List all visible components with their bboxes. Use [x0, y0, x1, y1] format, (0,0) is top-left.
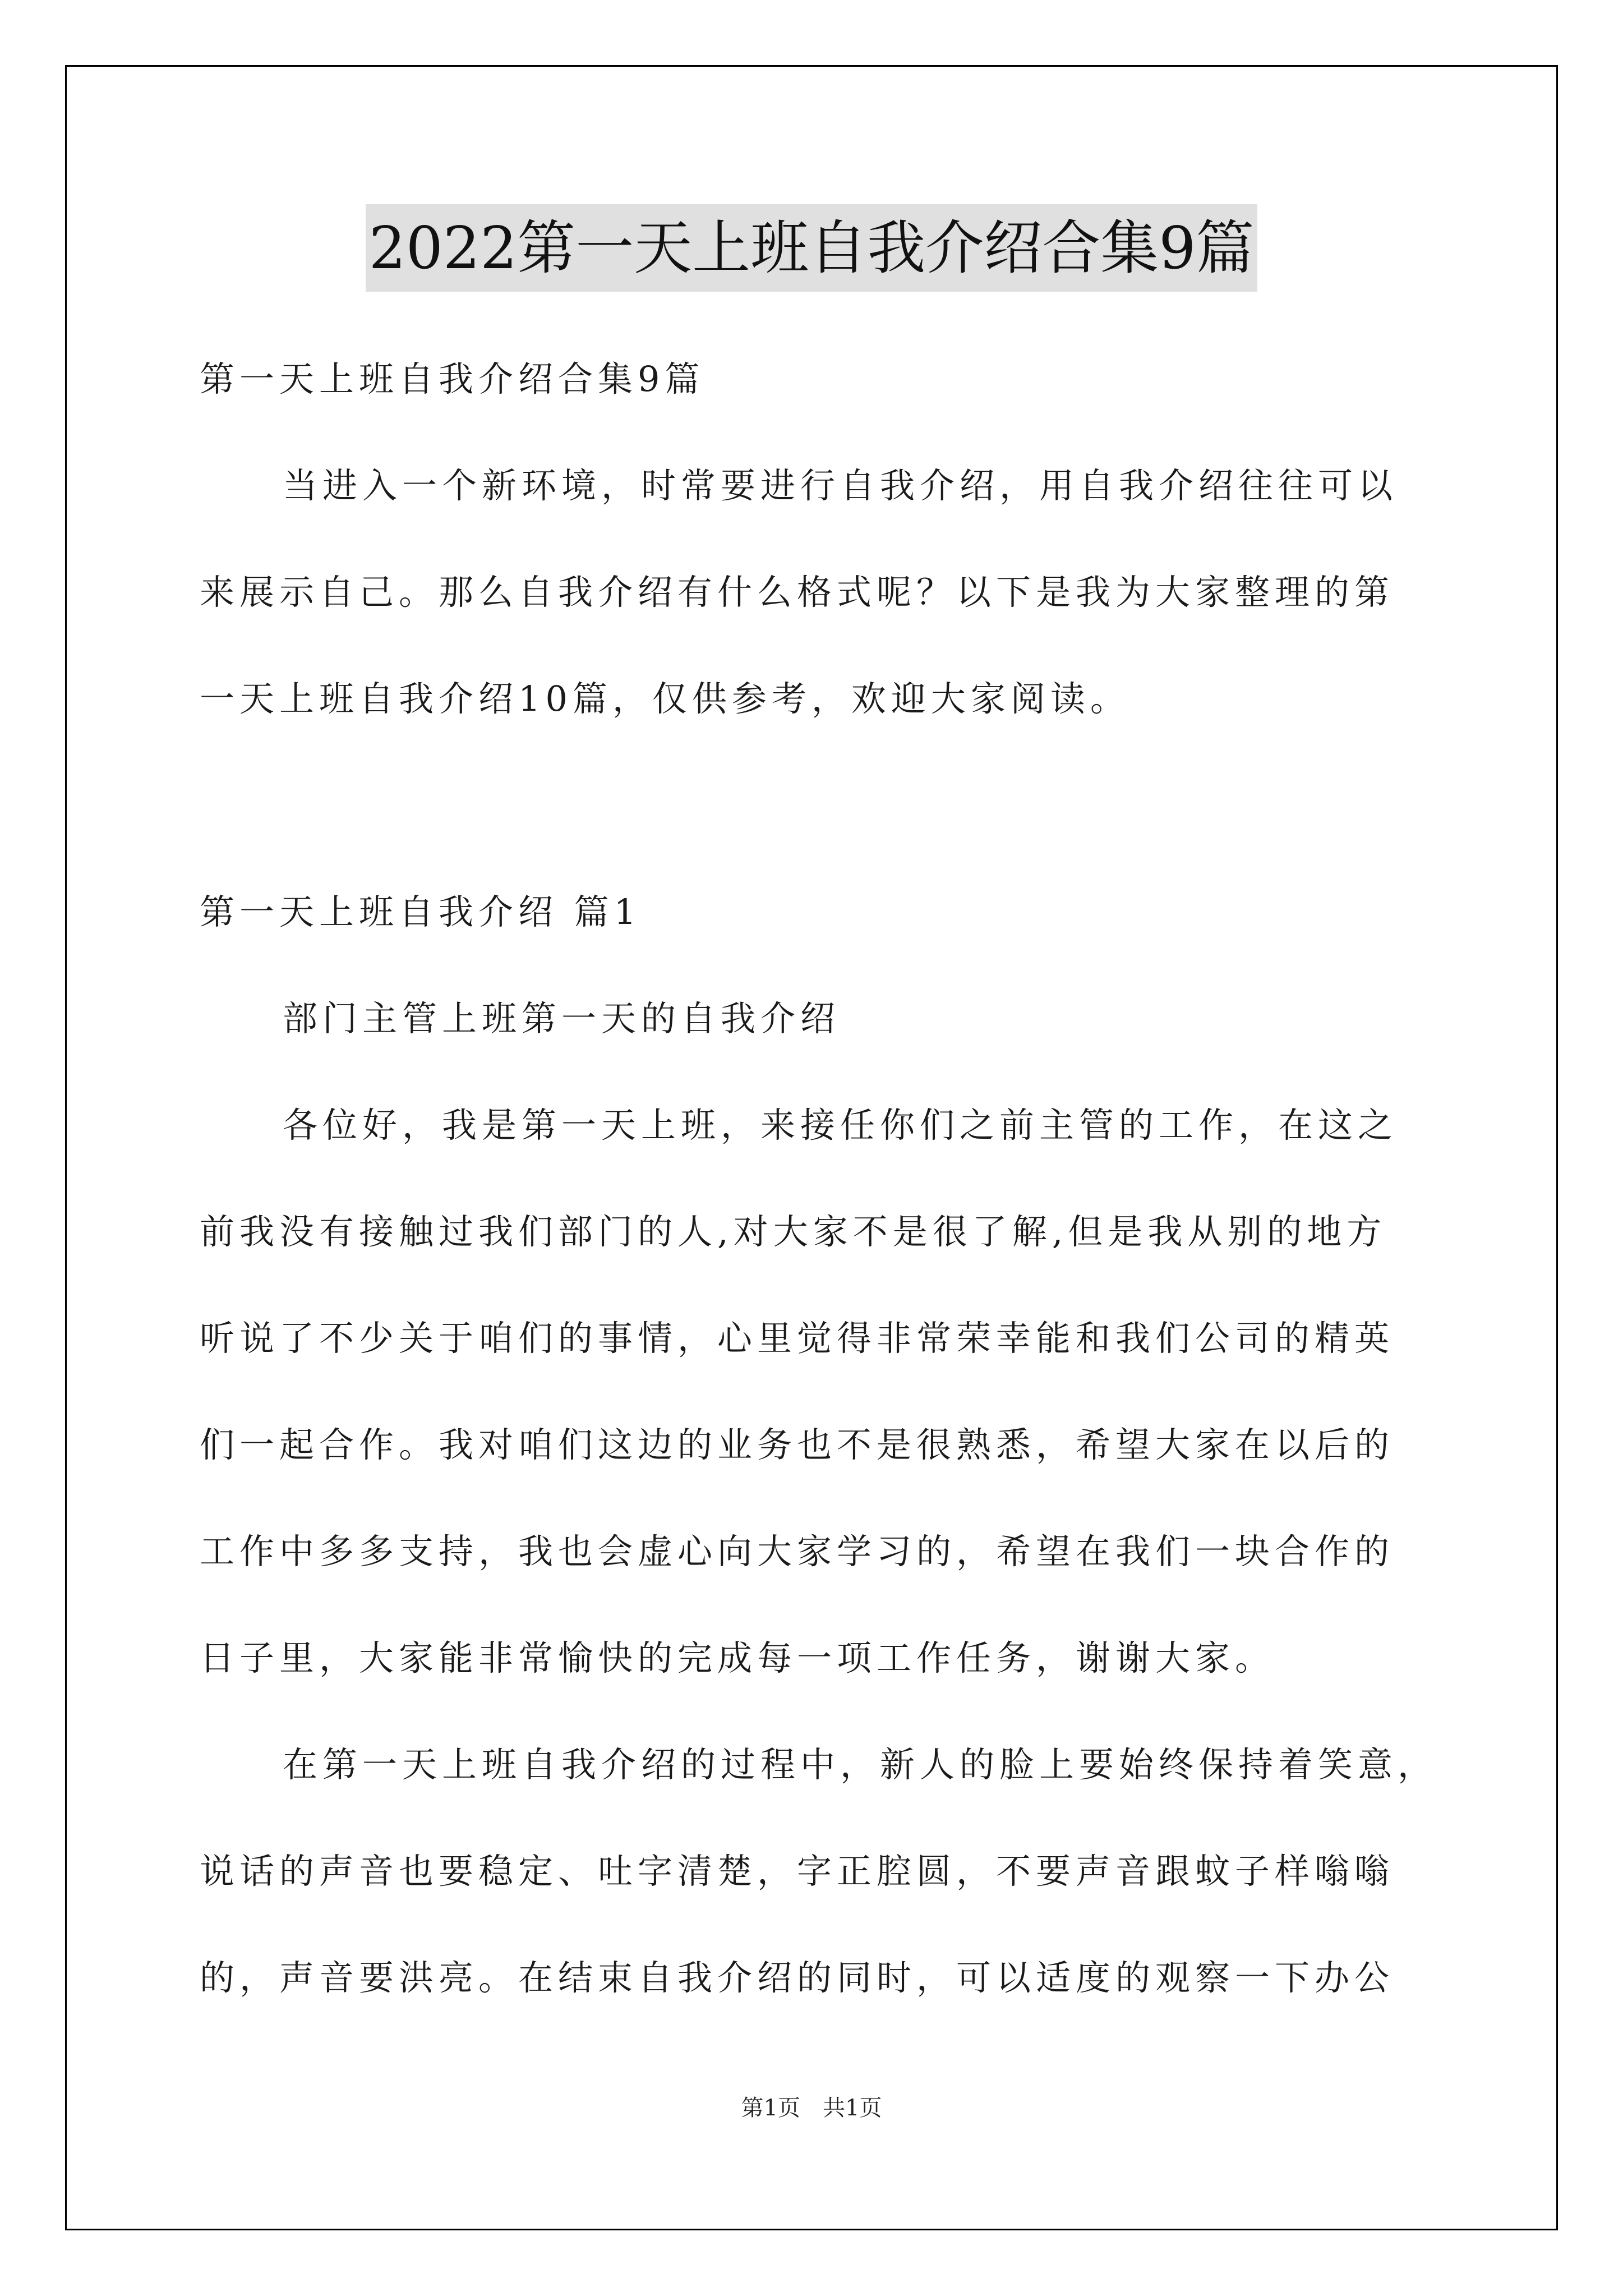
document-title: 2022第一天上班自我介绍合集9篇 [366, 204, 1258, 292]
page-footer: 第1页 共1页 [741, 2095, 882, 2121]
paragraph1-line-5: 工作中多多支持，我也会虚心向大家学习的，希望在我们一块合作的 [200, 1531, 1395, 1572]
document-subtitle: 第一天上班自我介绍合集9篇 [200, 358, 705, 399]
paragraph1-line-4: 们一起合作。我对咱们这边的业务也不是很熟悉，希望大家在以后的 [200, 1424, 1395, 1465]
paragraph2-line-2: 说话的声音也要稳定、吐字清楚，字正腔圆，不要声音跟蚊子样嗡嗡 [200, 1851, 1395, 1892]
intro-line-1: 当进入一个新环境，时常要进行自我介绍，用自我介绍往往可以 [283, 465, 1398, 506]
paragraph2-line-3: 的，声音要洪亮。在结束自我介绍的同时，可以适度的观察一下办公 [200, 1957, 1395, 1998]
intro-line-2: 来展示自己。那么自我介绍有什么格式呢？以下是我为大家整理的第 [200, 572, 1395, 613]
section-subheading: 部门主管上班第一天的自我介绍 [283, 998, 841, 1039]
intro-line-3: 一天上班自我介绍10篇，仅供参考，欢迎大家阅读。 [200, 678, 1130, 719]
paragraph1-line-6: 日子里，大家能非常愉快的完成每一项工作任务，谢谢大家。 [200, 1637, 1275, 1678]
paragraph1-line-3: 听说了不少关于咱们的事情，心里觉得非常荣幸能和我们公司的精英 [200, 1318, 1395, 1359]
paragraph2-line-1: 在第一天上班自我介绍的过程中，新人的脸上要始终保持着笑意， [283, 1744, 1438, 1785]
section-heading: 第一天上班自我介绍 篇1 [200, 891, 642, 932]
paragraph1-line-1: 各位好，我是第一天上班，来接任你们之前主管的工作，在这之 [283, 1105, 1398, 1145]
paragraph1-line-2: 前我没有接触过我们部门的人,对大家不是很了解,但是我从别的地方 [200, 1211, 1387, 1252]
title-container [0, 204, 1623, 292]
